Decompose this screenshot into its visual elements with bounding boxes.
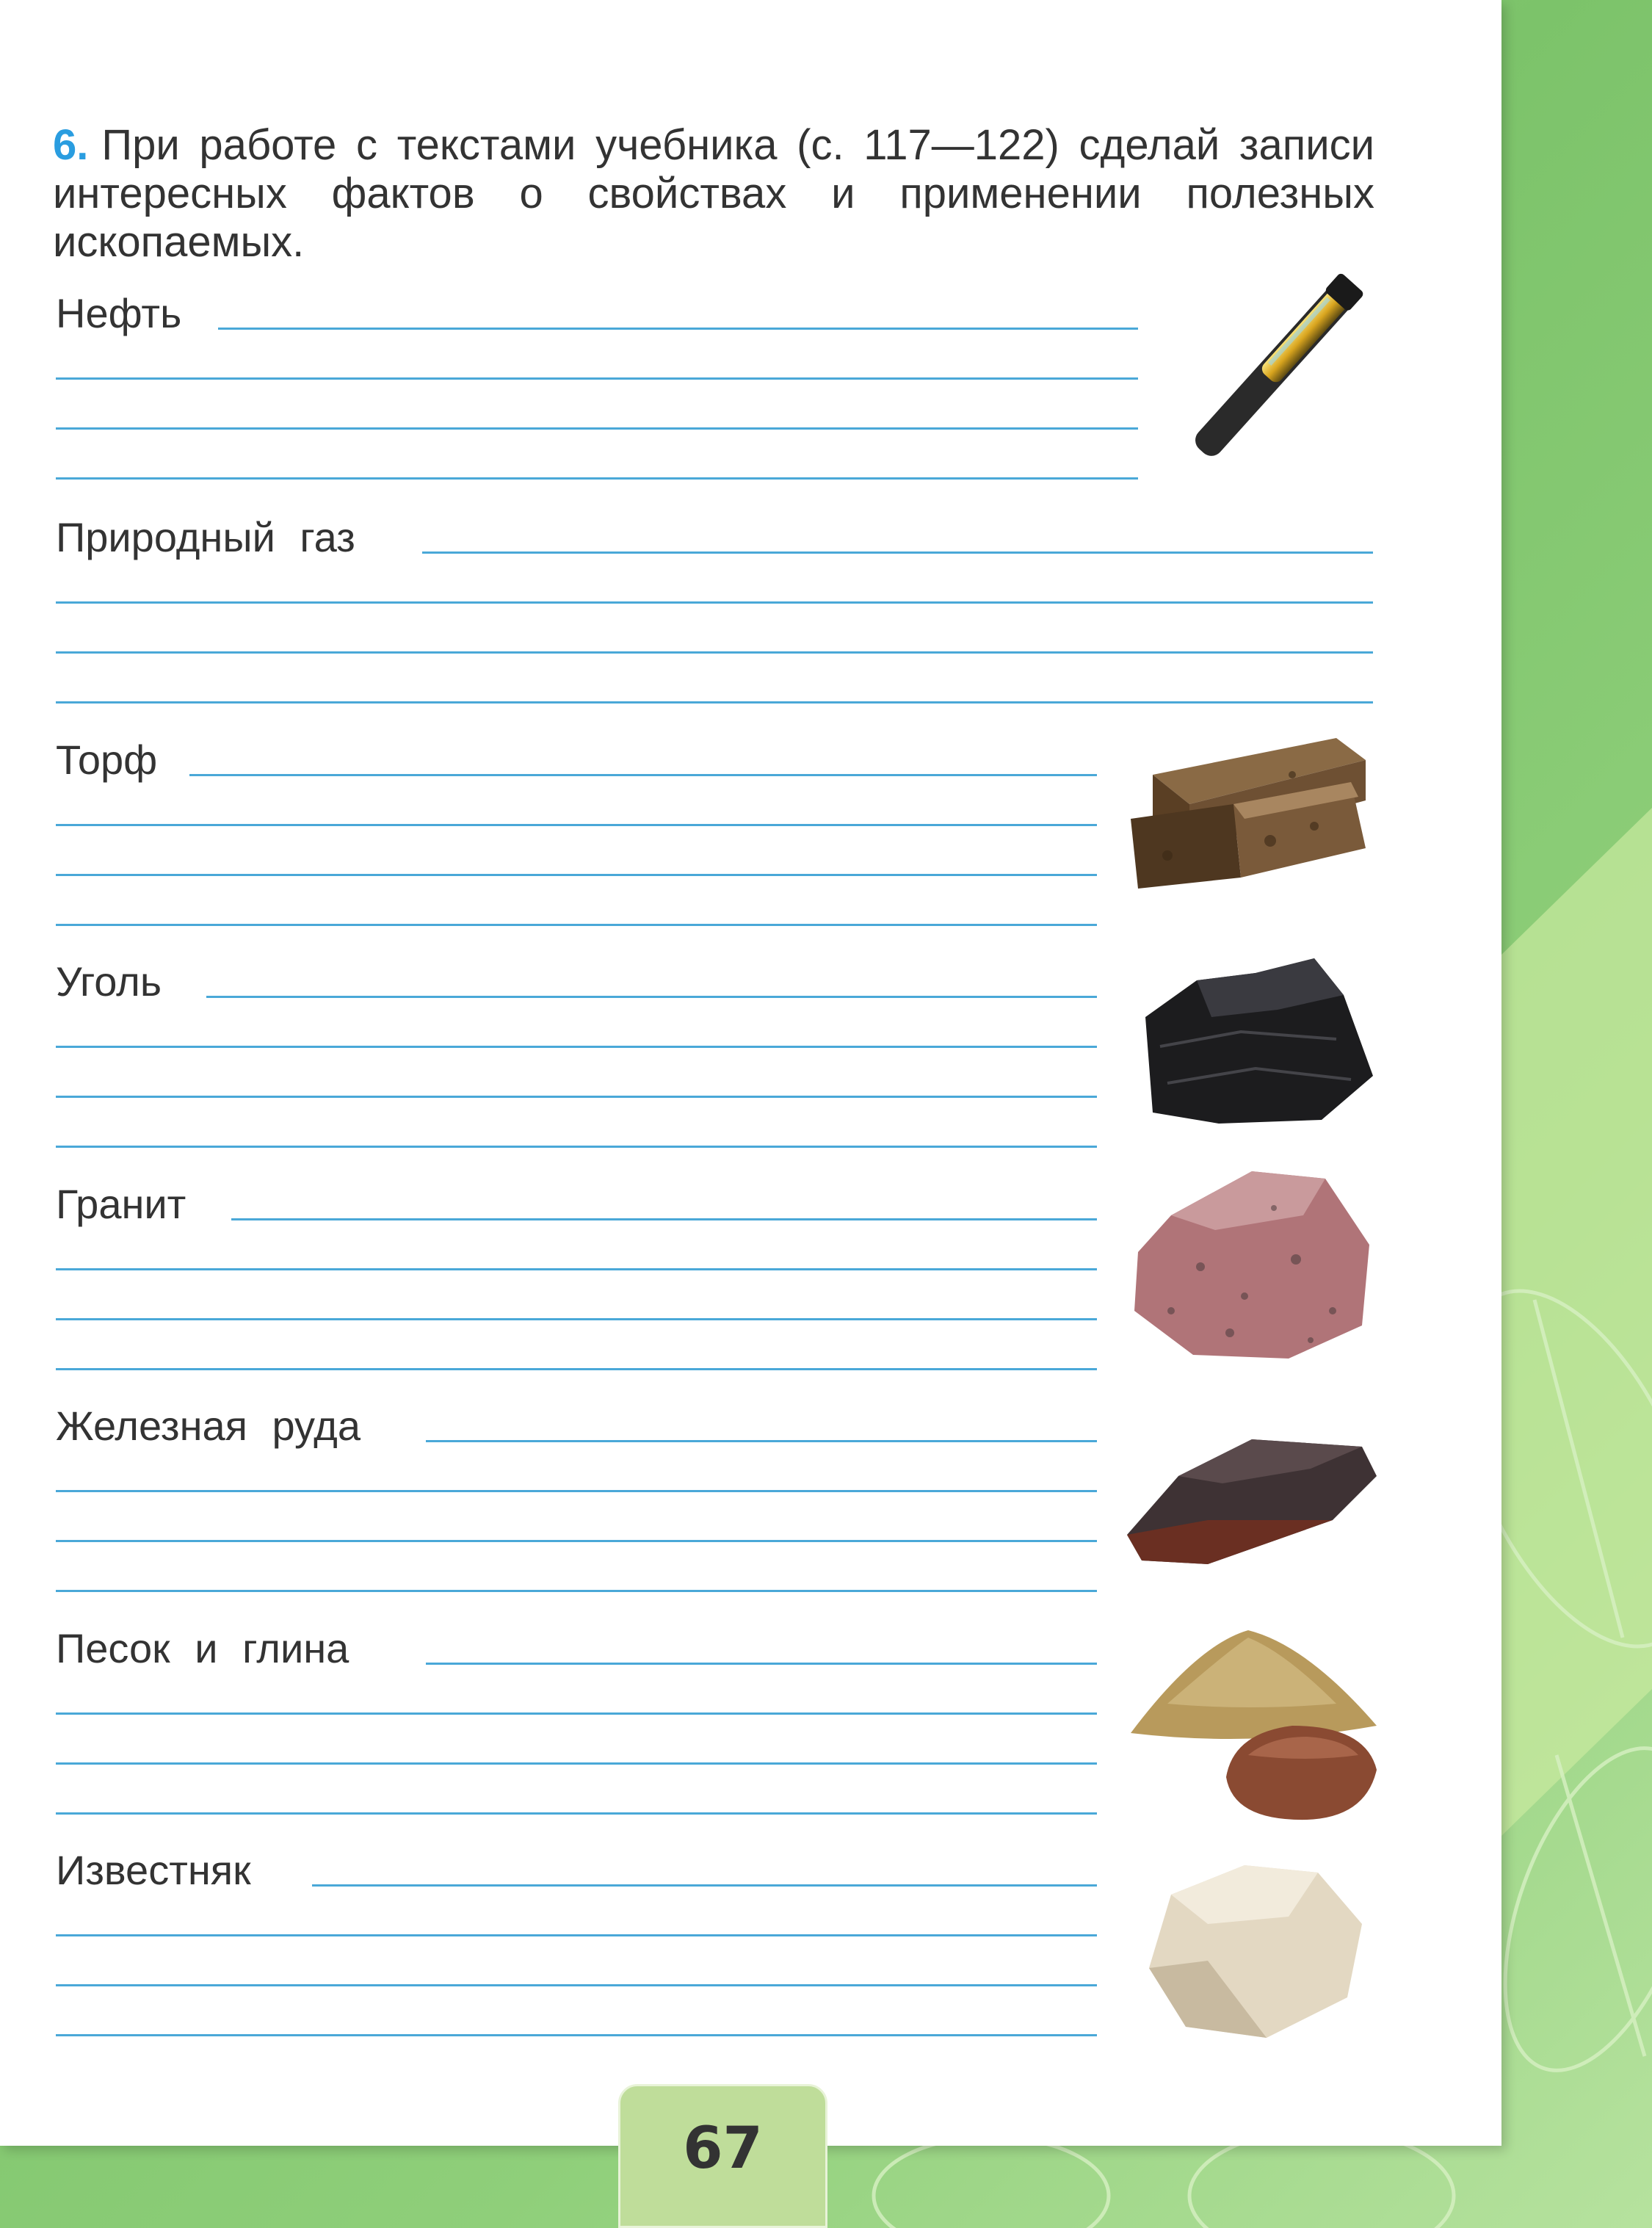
task-text [53,121,1374,267]
answer-line[interactable] [189,774,1097,776]
section-label: Нефть [56,290,182,336]
coal-icon [1131,951,1380,1135]
section-label: Природный газ [56,514,355,560]
section-label: Гранит [56,1181,186,1227]
section-label: Торф [56,737,158,783]
answer-line[interactable] [56,1046,1097,1048]
granite-icon [1127,1164,1380,1366]
answer-line[interactable] [56,701,1373,704]
section-label: Песок и глина [56,1625,349,1671]
answer-line[interactable] [56,427,1138,430]
answer-line[interactable] [56,601,1373,604]
oil-test-tube-icon [1160,264,1380,485]
answer-line[interactable] [206,996,1097,998]
answer-line[interactable] [56,874,1097,876]
answer-line[interactable] [56,1268,1097,1270]
limestone-icon [1142,1858,1369,2041]
section-label: Уголь [56,958,162,1005]
answer-line[interactable] [426,1440,1097,1442]
answer-line[interactable] [56,477,1138,480]
answer-line[interactable] [312,1884,1097,1887]
task-number: 6. [53,121,89,169]
answer-line[interactable] [56,824,1097,826]
peat-bricks-icon [1123,731,1380,900]
page-number: 67 [683,2116,763,2182]
answer-line[interactable] [56,1368,1097,1370]
answer-line[interactable] [56,1540,1097,1542]
sand-clay-icon [1123,1616,1380,1821]
page-number-tab [618,2084,827,2228]
answer-line[interactable] [56,1490,1097,1492]
answer-line[interactable] [56,1318,1097,1320]
answer-line[interactable] [231,1218,1097,1220]
answer-line[interactable] [56,1762,1097,1765]
answer-line[interactable] [56,1984,1097,1986]
section-label: Железная руда [56,1403,361,1449]
task-description: При работе с текстами учебника (с. 117—122) сделай записи интересных фактов о свойствах и применении полезных ископаемых. [53,121,1374,266]
answer-line[interactable] [56,377,1138,380]
answer-line[interactable] [422,551,1373,554]
answer-line[interactable] [56,1712,1097,1715]
answer-line[interactable] [56,1812,1097,1815]
answer-line[interactable] [56,1934,1097,1936]
answer-line[interactable] [218,328,1138,330]
section-label: Известняк [56,1847,251,1893]
answer-line[interactable] [56,1096,1097,1098]
answer-line[interactable] [56,1146,1097,1148]
answer-line[interactable] [426,1663,1097,1665]
answer-line[interactable] [56,651,1373,654]
answer-line[interactable] [56,1590,1097,1592]
iron-ore-icon [1120,1432,1384,1568]
answer-line[interactable] [56,924,1097,926]
answer-line[interactable] [56,2034,1097,2036]
